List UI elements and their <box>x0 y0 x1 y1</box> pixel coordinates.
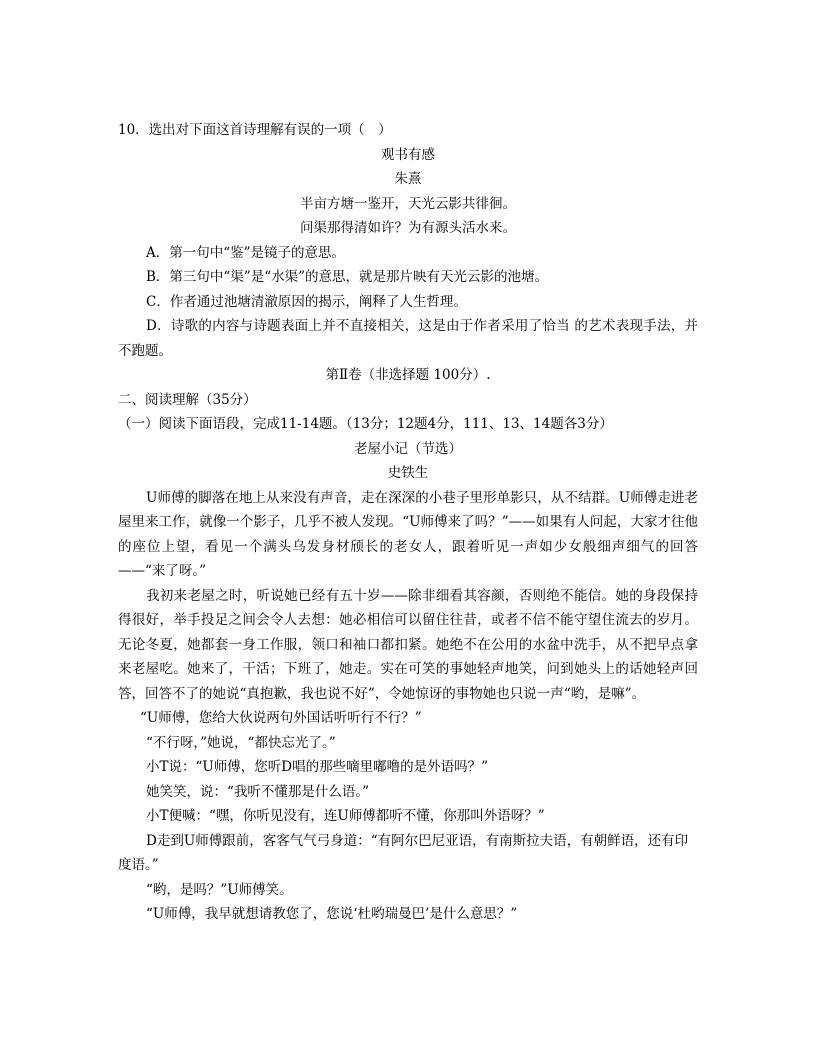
story-title: 老屋小记（节选） <box>354 440 462 457</box>
dialogue-line-1: “U师傅，您给大伙说两句外国话听听行不行？” <box>140 710 422 726</box>
volume-2-title: 第Ⅱ卷（非选择题 100分） <box>325 367 487 383</box>
poem-line-2: 问渠那得清如许？为有源头活水来。 <box>300 220 516 236</box>
question-10-stem: 10．选出对下面这首诗理解有误的一项（ ） <box>118 122 392 138</box>
option-d: D．诗歌的内容与诗题表面上并不直接相关，这是由于作者采用了恰当 的艺术表现手法，并不跑题。 <box>118 318 698 359</box>
story-author: 史铁生 <box>387 465 429 481</box>
story-paragraph-1: U师傅的脚落在地上从来没有声音，走在深深的小巷子里形单影只，从不结群。U师傅走进老屋里来工作，就像一个影子，几乎不被人发现。“U师傅来了吗？”——如果有人问起，大家才往他的座位上望，看见一个满头乌发身材颀长的老女人，跟着听见一声如少女般细声细气的回答——“来了呀。” <box>118 489 698 579</box>
section-2-heading: 二、阅读理解（35分） <box>118 391 257 408</box>
option-a: A．第一句中“鉴”是镜子的意思。 <box>146 244 346 261</box>
story-paragraph-2: 我初来老屋之时，听说她已经有五十岁——除非细看其容颜，否则绝不能信。她的身段保持得很好，举手投足之间会令人去想：她必相信可以留住往昔，或者不信不能守望住流去的岁月。无论冬夏，她都套一身工作服，领口和袖口都扣紧。她绝不在公用的水盆中洗手，从不把早点拿来老屋吃。她来了，干活；下班了，她走。实在可笑的事她轻声地笑，问到她头上的话她轻声回答，回答不了的她说“真抱歉，我也说不好”，令她惊讶的事物她也只说一声“哟，是嘛”。 <box>118 587 698 702</box>
dialogue-line-8: “U师傅，我早就想请教您了，您说‘杜哟瑞曼巴’是什么意思？” <box>146 906 518 922</box>
poem-author: 朱熹 <box>394 171 422 187</box>
dialogue-line-6: D走到U师傅跟前，客客气气弓身道：“有阿尔巴尼亚语，有南斯拉夫语，有朝鲜语，还有印度语。” <box>118 832 689 873</box>
section-2-subheading: （一）阅读下面语段，完成11-14题。（13分；12题4分，111、13、14题各3分） <box>118 416 613 432</box>
poem-line-1: 半亩方塘一鉴开，天光云影共徘徊。 <box>300 195 516 212</box>
dialogue-line-5: 小T便喊：“嘿，你听见没有，连U师傅都听不懂，你那叫外语呀？” <box>146 808 545 824</box>
dialogue-line-4: 她笑笑，说：“我听不懂那是什么语。” <box>146 783 370 800</box>
option-c: C．作者通过池塘清澈原因的揭示，阐释了人生哲理。 <box>146 293 467 310</box>
volume-2-mark: . <box>486 367 491 383</box>
volume-2-title-row <box>118 363 698 388</box>
exam-page <box>118 118 698 927</box>
dialogue-line-3: 小T说：“U师傅，您听D唱的那些嘀里嘟噜的是外语吗？” <box>146 759 489 775</box>
option-b: B．第三句中“渠”是“水渠”的意思，就是那片映有天光云影的池塘。 <box>146 269 549 285</box>
dialogue-line-7: “哟，是吗？”U师傅笑。 <box>146 881 293 898</box>
dialogue-line-2: “不行呀，”她说，“都快忘光了。” <box>146 734 336 751</box>
poem-title: 观书有感 <box>381 146 435 163</box>
